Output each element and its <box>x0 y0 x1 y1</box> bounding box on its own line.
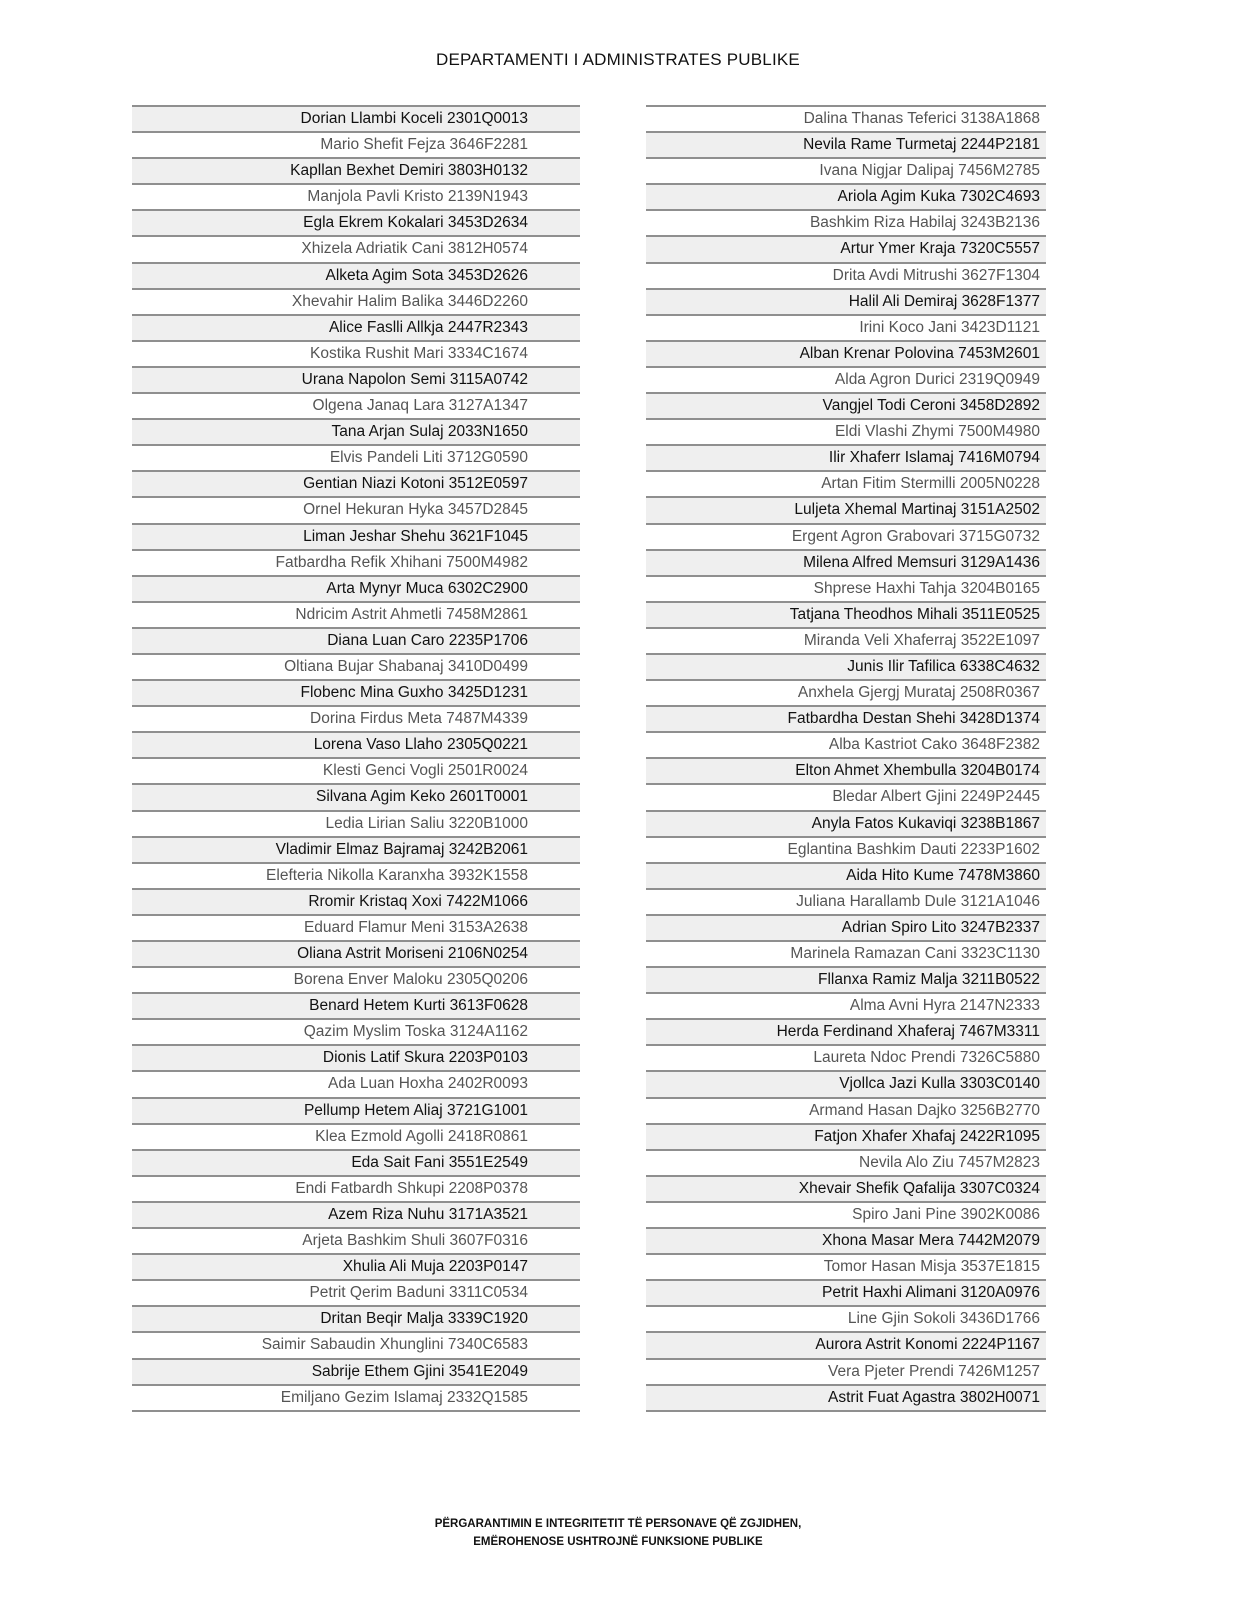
list-bottom-rule <box>646 1410 1046 1412</box>
list-item: Irini Koco Jani 3423D1121 <box>646 314 1046 340</box>
list-item: Borena Enver Maloku 2305Q0206 <box>132 966 580 992</box>
list-item: Eglantina Bashkim Dauti 2233P1602 <box>646 836 1046 862</box>
list-item: Tana Arjan Sulaj 2033N1650 <box>132 418 580 444</box>
list-item: Ada Luan Hoxha 2402R0093 <box>132 1070 580 1096</box>
list-item: Emiljano Gezim Islamaj 2332Q1585 <box>132 1384 580 1410</box>
list-item: Oltiana Bujar Shabanaj 3410D0499 <box>132 653 580 679</box>
list-item: Adrian Spiro Lito 3247B2337 <box>646 914 1046 940</box>
list-item: Olgena Janaq Lara 3127A1347 <box>132 392 580 418</box>
list-bottom-rule <box>132 1410 580 1412</box>
list-item: Kapllan Bexhet Demiri 3803H0132 <box>132 157 580 183</box>
list-item: Xhona Masar Mera 7442M2079 <box>646 1227 1046 1253</box>
list-item: Vjollca Jazi Kulla 3303C0140 <box>646 1070 1046 1096</box>
list-item: Vangjel Todi Ceroni 3458D2892 <box>646 392 1046 418</box>
list-item: Marinela Ramazan Cani 3323C1130 <box>646 940 1046 966</box>
list-item: Fatjon Xhafer Xhafaj 2422R1095 <box>646 1123 1046 1149</box>
list-item: Eduard Flamur Meni 3153A2638 <box>132 914 580 940</box>
list-item: Ivana Nigjar Dalipaj 7456M2785 <box>646 157 1046 183</box>
list-item: Petrit Qerim Baduni 3311C0534 <box>132 1279 580 1305</box>
list-item: Egla Ekrem Kokalari 3453D2634 <box>132 209 580 235</box>
page-footer <box>0 1515 1236 1551</box>
list-item: Miranda Veli Xhaferraj 3522E1097 <box>646 627 1046 653</box>
list-item: Ledia Lirian Saliu 3220B1000 <box>132 810 580 836</box>
list-item: Ilir Xhaferr Islamaj 7416M0794 <box>646 444 1046 470</box>
list-item: Nevila Alo Ziu 7457M2823 <box>646 1149 1046 1175</box>
page-title: DEPARTAMENTI I ADMINISTRATES PUBLIKE <box>436 50 800 69</box>
list-item: Elvis Pandeli Liti 3712G0590 <box>132 444 580 470</box>
list-item: Halil Ali Demiraj 3628F1377 <box>646 288 1046 314</box>
list-item: Anxhela Gjergj Murataj 2508R0367 <box>646 679 1046 705</box>
list-item: Dritan Beqir Malja 3339C1920 <box>132 1305 580 1331</box>
list-item: Armand Hasan Dajko 3256B2770 <box>646 1097 1046 1123</box>
list-item: Fllanxa Ramiz Malja 3211B0522 <box>646 966 1046 992</box>
list-item: Aida Hito Kume 7478M3860 <box>646 862 1046 888</box>
list-item: Bashkim Riza Habilaj 3243B2136 <box>646 209 1046 235</box>
list-item: Xhulia Ali Muja 2203P0147 <box>132 1253 580 1279</box>
list-item: Ornel Hekuran Hyka 3457D2845 <box>132 496 580 522</box>
list-item: Alban Krenar Polovina 7453M2601 <box>646 340 1046 366</box>
list-item: Manjola Pavli Kristo 2139N1943 <box>132 183 580 209</box>
list-item: Alketa Agim Sota 3453D2626 <box>132 262 580 288</box>
list-item: Bledar Albert Gjini 2249P2445 <box>646 783 1046 809</box>
list-item: Gentian Niazi Kotoni 3512E0597 <box>132 470 580 496</box>
list-item: Artur Ymer Kraja 7320C5557 <box>646 235 1046 261</box>
list-item: Anyla Fatos Kukaviqi 3238B1867 <box>646 810 1046 836</box>
list-item: Milena Alfred Memsuri 3129A1436 <box>646 549 1046 575</box>
list-item: Elefteria Nikolla Karanxha 3932K1558 <box>132 862 580 888</box>
list-item: Xhizela Adriatik Cani 3812H0574 <box>132 235 580 261</box>
list-item: Mario Shefit Fejza 3646F2281 <box>132 131 580 157</box>
list-item: Xhevahir Halim Balika 3446D2260 <box>132 288 580 314</box>
list-item: Pellump Hetem Aliaj 3721G1001 <box>132 1097 580 1123</box>
list-item: Kostika Rushit Mari 3334C1674 <box>132 340 580 366</box>
list-item: Tatjana Theodhos Mihali 3511E0525 <box>646 601 1046 627</box>
list-item: Endi Fatbardh Shkupi 2208P0378 <box>132 1175 580 1201</box>
list-item: Silvana Agim Keko 2601T0001 <box>132 783 580 809</box>
list-item: Eldi Vlashi Zhymi 7500M4980 <box>646 418 1046 444</box>
footer-line-1: PËRGARANTIMIN E INTEGRITETIT TË PERSONAVE QË ZGJIDHEN, <box>434 1518 802 1530</box>
list-item: Luljeta Xhemal Martinaj 3151A2502 <box>646 496 1046 522</box>
list-item: Ndricim Astrit Ahmetli 7458M2861 <box>132 601 580 627</box>
list-item: Drita Avdi Mitrushi 3627F1304 <box>646 262 1046 288</box>
list-item: Juliana Harallamb Dule 3121A1046 <box>646 888 1046 914</box>
list-item: Elton Ahmet Xhembulla 3204B0174 <box>646 757 1046 783</box>
list-item: Nevila Rame Turmetaj 2244P2181 <box>646 131 1046 157</box>
list-item: Dorina Firdus Meta 7487M4339 <box>132 705 580 731</box>
list-item: Artan Fitim Stermilli 2005N0228 <box>646 470 1046 496</box>
list-item: Alma Avni Hyra 2147N2333 <box>646 992 1046 1018</box>
list-item: Spiro Jani Pine 3902K0086 <box>646 1201 1046 1227</box>
list-item: Dorian Llambi Koceli 2301Q0013 <box>132 105 580 131</box>
list-item: Lorena Vaso Llaho 2305Q0221 <box>132 731 580 757</box>
left-name-list <box>132 105 580 1412</box>
list-item: Alice Faslli Allkja 2447R2343 <box>132 314 580 340</box>
list-item: Benard Hetem Kurti 3613F0628 <box>132 992 580 1018</box>
list-item: Dalina Thanas Teferici 3138A1868 <box>646 105 1046 131</box>
list-item: Alba Kastriot Cako 3648F2382 <box>646 731 1046 757</box>
list-item: Urana Napolon Semi 3115A0742 <box>132 366 580 392</box>
list-item: Ariola Agim Kuka 7302C4693 <box>646 183 1046 209</box>
list-item: Xhevair Shefik Qafalija 3307C0324 <box>646 1175 1046 1201</box>
list-item: Oliana Astrit Moriseni 2106N0254 <box>132 940 580 966</box>
list-item: Dionis Latif Skura 2203P0103 <box>132 1044 580 1070</box>
list-item: Saimir Sabaudin Xhunglini 7340C6583 <box>132 1331 580 1357</box>
list-item: Qazim Myslim Toska 3124A1162 <box>132 1018 580 1044</box>
footer-line-2: EMËROHENOSE USHTROJNË FUNKSIONE PUBLIKE <box>473 1536 763 1548</box>
list-item: Alda Agron Durici 2319Q0949 <box>646 366 1046 392</box>
list-item: Arta Mynyr Muca 6302C2900 <box>132 575 580 601</box>
list-item: Arjeta Bashkim Shuli 3607F0316 <box>132 1227 580 1253</box>
list-item: Klea Ezmold Agolli 2418R0861 <box>132 1123 580 1149</box>
list-item: Herda Ferdinand Xhaferaj 7467M3311 <box>646 1018 1046 1044</box>
list-item: Vladimir Elmaz Bajramaj 3242B2061 <box>132 836 580 862</box>
list-item: Vera Pjeter Prendi 7426M1257 <box>646 1358 1046 1384</box>
list-item: Eda Sait Fani 3551E2549 <box>132 1149 580 1175</box>
list-item: Liman Jeshar Shehu 3621F1045 <box>132 523 580 549</box>
list-item: Azem Riza Nuhu 3171A3521 <box>132 1201 580 1227</box>
list-item: Line Gjin Sokoli 3436D1766 <box>646 1305 1046 1331</box>
list-item: Junis Ilir Tafilica 6338C4632 <box>646 653 1046 679</box>
list-item: Diana Luan Caro 2235P1706 <box>132 627 580 653</box>
list-item: Petrit Haxhi Alimani 3120A0976 <box>646 1279 1046 1305</box>
list-item: Rromir Kristaq Xoxi 7422M1066 <box>132 888 580 914</box>
list-item: Flobenc Mina Guxho 3425D1231 <box>132 679 580 705</box>
list-item: Tomor Hasan Misja 3537E1815 <box>646 1253 1046 1279</box>
list-item: Shprese Haxhi Tahja 3204B0165 <box>646 575 1046 601</box>
list-item: Aurora Astrit Konomi 2224P1167 <box>646 1331 1046 1357</box>
list-item: Laureta Ndoc Prendi 7326C5880 <box>646 1044 1046 1070</box>
list-item: Fatbardha Destan Shehi 3428D1374 <box>646 705 1046 731</box>
list-item: Sabrije Ethem Gjini 3541E2049 <box>132 1358 580 1384</box>
list-item: Klesti Genci Vogli 2501R0024 <box>132 757 580 783</box>
right-name-list <box>646 105 1046 1412</box>
list-item: Fatbardha Refik Xhihani 7500M4982 <box>132 549 580 575</box>
list-item: Ergent Agron Grabovari 3715G0732 <box>646 523 1046 549</box>
list-item: Astrit Fuat Agastra 3802H0071 <box>646 1384 1046 1410</box>
